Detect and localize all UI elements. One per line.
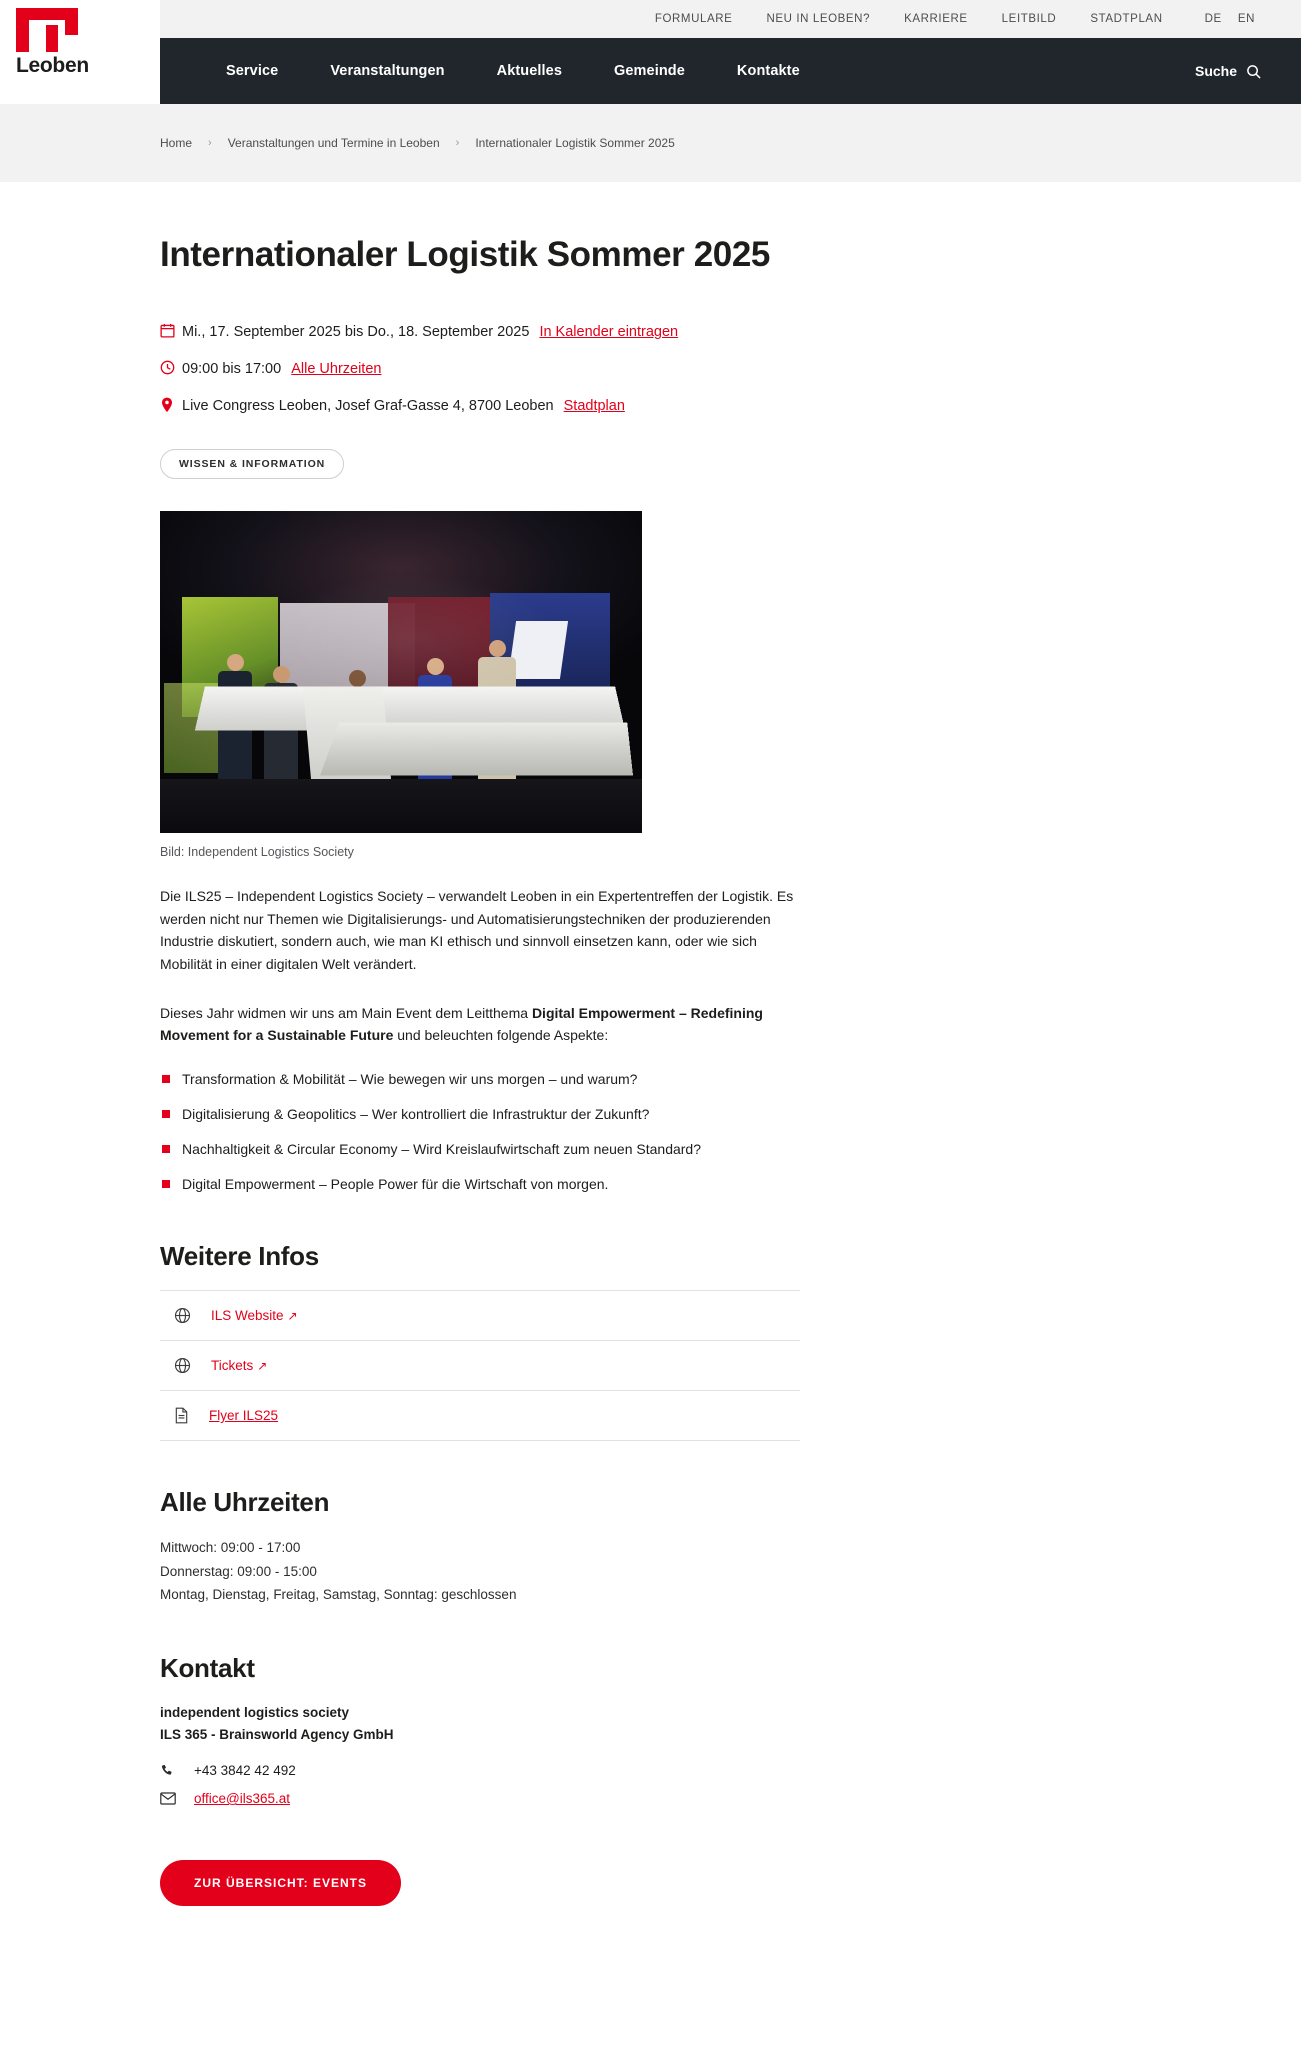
search-trigger[interactable] xyxy=(1195,63,1261,79)
add-to-calendar-link[interactable]: In Kalender eintragen xyxy=(539,324,679,340)
breadcrumb-item-veranstaltungen[interactable]: Veranstaltungen und Termine in Leoben xyxy=(227,136,440,150)
event-location-value: Live Congress Leoben, Josef Graf-Gasse 4, 8700 Leoben xyxy=(182,398,554,415)
breadcrumb-separator-icon: › xyxy=(208,137,212,149)
globe-icon xyxy=(174,1307,191,1324)
nav-item-gemeinde[interactable]: Gemeinde xyxy=(614,63,685,79)
opening-times-line: Donnerstag: 09:00 - 15:00 xyxy=(160,1563,317,1579)
contact-email-link[interactable]: office@ils365.at xyxy=(194,1791,291,1807)
utility-link-neu-in-leoben[interactable]: NEU IN LEOBEN? xyxy=(766,13,871,25)
event-time-text xyxy=(182,359,381,380)
opening-times-line: Montag, Dienstag, Freitag, Samstag, Sonntag: geschlossen xyxy=(160,1587,517,1603)
language-switcher xyxy=(1205,13,1255,25)
contact-org-line1: independent logistics society xyxy=(160,1704,350,1720)
aspects-list xyxy=(160,1069,800,1195)
search-icon xyxy=(1246,64,1261,79)
all-times-link[interactable]: Alle Uhrzeiten xyxy=(291,361,382,378)
utility-link-karriere[interactable]: KARRIERE xyxy=(904,13,968,25)
event-date-row xyxy=(160,322,800,343)
list-item-tickets[interactable] xyxy=(160,1341,800,1391)
info-link-list xyxy=(160,1290,800,1441)
contact-phone-value: +43 3842 42 492 xyxy=(194,1763,296,1779)
nav-item-aktuelles[interactable]: Aktuelles xyxy=(496,63,562,79)
link-wrapper xyxy=(211,1307,298,1325)
event-date-text xyxy=(182,322,678,343)
site-logo[interactable] xyxy=(0,0,160,104)
link-wrapper xyxy=(211,1357,267,1375)
search-label: Suche xyxy=(1194,63,1237,79)
language-de[interactable]: DE xyxy=(1204,13,1222,25)
logo-text: Leoben xyxy=(16,54,89,77)
list-item: Digital Empowerment – People Power für die Wirtschaft von morgen. xyxy=(160,1174,800,1195)
tickets-link[interactable]: Tickets xyxy=(211,1357,254,1373)
globe-icon xyxy=(174,1357,191,1374)
theme-paragraph-bold: Digital Empowerment – Redefining Movement for a Sustainable Future xyxy=(160,1004,763,1044)
contact-phone-row xyxy=(160,1763,800,1778)
stadtplan-link[interactable]: Stadtplan xyxy=(563,398,625,415)
external-link-icon: ↗ xyxy=(257,1358,268,1373)
intro-paragraph: Die ILS25 – Independent Logistics Society – verwandelt Leoben in ein Expertentreffen der Logistik. Es werden nicht nur Themen wie Digitalisierungs- und Automatisierungstechniken der produzierenden Industrie diskutiert, sondern auch, wie man KI ethisch und sinnvoll einsetzen kann, oder wie sich Mobilität in einer digitalen Welt verändert. xyxy=(160,888,794,973)
list-item-ils-website[interactable] xyxy=(160,1291,800,1341)
calendar-icon xyxy=(160,323,182,338)
section-heading-alle-uhrzeiten: Alle Uhrzeiten xyxy=(160,1487,330,1518)
utility-link-leitbild[interactable]: LEITBILD xyxy=(1001,13,1057,25)
map-pin-icon xyxy=(160,397,182,413)
contact-email-row xyxy=(160,1791,800,1806)
document-icon xyxy=(174,1407,189,1424)
contact-organisation xyxy=(160,1702,800,1745)
phone-icon xyxy=(160,1764,176,1778)
utility-bar xyxy=(0,0,1301,38)
page-title: Internationaler Logistik Sommer 2025 xyxy=(160,235,770,274)
breadcrumb-item-home[interactable]: Home xyxy=(160,136,193,150)
section-heading-kontakt: Kontakt xyxy=(160,1652,255,1683)
list-item: Digitalisierung & Geopolitics – Wer kontrolliert die Infrastruktur der Zukunft? xyxy=(160,1104,800,1125)
tag-wissen-information[interactable]: WISSEN & INFORMATION xyxy=(160,449,344,479)
event-time-row xyxy=(160,359,800,380)
leoben-logo-icon xyxy=(16,8,78,52)
ils-website-link[interactable]: ILS Website xyxy=(211,1307,284,1323)
nav-items xyxy=(200,63,826,79)
mail-icon xyxy=(160,1792,176,1805)
theme-paragraph-post: und beleuchten folgende Aspekte: xyxy=(393,1027,609,1044)
opening-times xyxy=(160,1536,800,1607)
event-date-value: Mi., 17. September 2025 bis Do., 18. September 2025 xyxy=(182,324,530,340)
nav-item-kontakte[interactable]: Kontakte xyxy=(736,63,800,79)
list-item: Transformation & Mobilität – Wie bewegen wir uns morgen – und warum? xyxy=(160,1069,800,1090)
breadcrumb-separator-icon: › xyxy=(455,137,460,149)
flyer-ils25-link[interactable]: Flyer ILS25 xyxy=(209,1408,279,1424)
breadcrumb-band xyxy=(0,104,1301,182)
back-to-events-button[interactable]: ZUR ÜBERSICHT: EVENTS xyxy=(160,1860,401,1906)
list-item-flyer[interactable] xyxy=(160,1391,800,1441)
event-time-value: 09:00 bis 17:00 xyxy=(182,361,282,378)
cta-container xyxy=(160,1860,800,1966)
utility-link-formulare[interactable]: FORMULARE xyxy=(654,13,733,25)
nav-item-veranstaltungen[interactable]: Veranstaltungen xyxy=(330,63,445,79)
event-location-text xyxy=(182,396,625,417)
tag-list xyxy=(160,449,800,479)
external-link-icon: ↗ xyxy=(287,1308,298,1323)
page-content xyxy=(160,182,800,1966)
theme-paragraph xyxy=(160,1002,800,1047)
breadcrumb xyxy=(160,136,675,150)
contact-org-line2: ILS 365 - Brainsworld Agency GmbH xyxy=(160,1726,394,1742)
list-item: Nachhaltigkeit & Circular Economy – Wird Kreislaufwirtschaft zum neuen Standard? xyxy=(160,1139,800,1160)
main-navigation xyxy=(160,38,1301,104)
nav-item-service[interactable]: Service xyxy=(226,63,279,79)
section-heading-weitere-infos: Weitere Infos xyxy=(160,1241,319,1272)
language-en[interactable]: EN xyxy=(1237,13,1255,25)
clock-icon xyxy=(160,360,182,375)
event-hero-image xyxy=(160,511,642,833)
utility-link-stadtplan[interactable]: STADTPLAN xyxy=(1090,13,1163,25)
image-caption: Bild: Independent Logistics Society xyxy=(160,845,354,860)
theme-paragraph-pre: Dieses Jahr widmen wir uns am Main Event dem Leitthema xyxy=(160,1004,532,1021)
event-location-row xyxy=(160,396,800,417)
opening-times-line: Mittwoch: 09:00 - 17:00 xyxy=(160,1540,301,1556)
breadcrumb-item-current: Internationaler Logistik Sommer 2025 xyxy=(475,136,675,150)
